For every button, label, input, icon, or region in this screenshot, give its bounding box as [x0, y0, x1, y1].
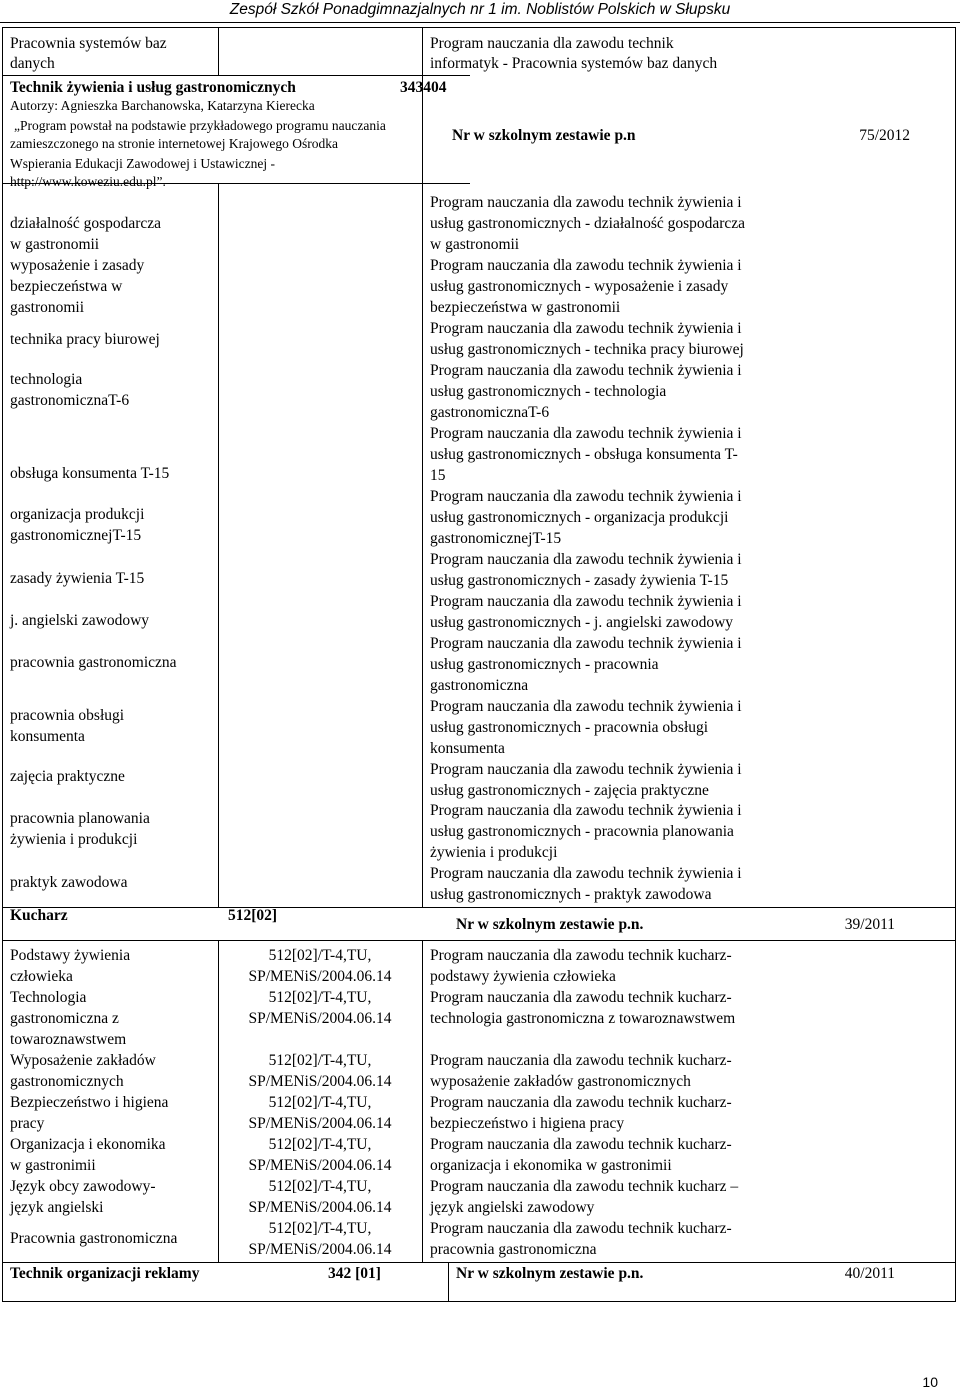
program-description: usług gastronomicznych - technika pracy biurowej — [430, 341, 744, 358]
cell-text: danych — [10, 55, 55, 72]
program-code: SP/MENiS/2004.06.14 — [248, 1010, 392, 1027]
nr-label: Nr w szkolnym zestawie p.n. — [456, 1265, 644, 1282]
program-code: SP/MENiS/2004.06.14 — [248, 1157, 392, 1174]
section-title: Technik organizacji reklamy — [10, 1265, 200, 1282]
program-description: usług gastronomicznych - pracownia — [430, 656, 659, 673]
source-note: Wspierania Edukacji Zawodowej i Ustawicznej - — [10, 156, 276, 171]
subject-name: Bezpieczeństwo i higiena — [10, 1094, 169, 1111]
section-code: 512[02] — [228, 907, 278, 924]
program-code: 512[02]/T-4,TU, — [268, 989, 372, 1006]
program-description: Program nauczania dla zawodu technik żywienia i — [430, 488, 742, 505]
subject-name: w gastronimii — [10, 1157, 96, 1174]
subject-name: zasady żywienia T-15 — [10, 570, 145, 587]
program-description: organizacja i ekonomika w gastronimii — [430, 1157, 672, 1174]
subject-name: organizacja produkcji — [10, 506, 145, 523]
section-code: 342 [01] — [328, 1265, 381, 1282]
column-divider — [422, 27, 423, 907]
subject-name: Język obcy zawodowy- — [10, 1178, 156, 1195]
program-description: usług gastronomicznych - zajęcia praktyczne — [430, 782, 709, 799]
subject-name: wyposażenie i zasady — [10, 257, 145, 274]
program-description: gastronomicznejT-15 — [430, 530, 562, 547]
program-description: Program nauczania dla zawodu technik żywienia i — [430, 551, 742, 568]
cell-text: informatyk - Pracownia systemów baz danych — [430, 55, 718, 72]
section-title: Kucharz — [10, 907, 68, 924]
section-code: 343404 — [400, 79, 447, 96]
page-number: 10 — [922, 1374, 938, 1390]
column-divider — [218, 27, 219, 75]
program-description: Program nauczania dla zawodu technik żywienia i — [430, 698, 742, 715]
subject-name: Podstawy żywienia — [10, 947, 131, 964]
nr-label: Nr w szkolnym zestawie p.n. — [456, 916, 644, 933]
subject-name: j. angielski zawodowy — [10, 612, 150, 629]
subject-name: gastronomicznejT-15 — [10, 527, 142, 544]
program-description: Program nauczania dla zawodu technik kucharz- — [430, 1136, 732, 1153]
source-note: http://www.koweziu.edu.pl”. — [10, 174, 166, 189]
subject-name: praktyk zawodowa — [10, 874, 128, 891]
program-code: 512[02]/T-4,TU, — [268, 1136, 372, 1153]
program-description: w gastronomii — [430, 236, 520, 253]
program-code: SP/MENiS/2004.06.14 — [248, 1241, 392, 1258]
subject-name: pracownia obsługi — [10, 707, 125, 724]
nr-value: 75/2012 — [859, 127, 910, 144]
program-description: Program nauczania dla zawodu technik żywienia i — [430, 635, 742, 652]
program-description: usług gastronomicznych - obsługa konsumenta T- — [430, 446, 738, 463]
program-description: usług gastronomicznych - technologia — [430, 383, 667, 400]
program-description: Program nauczania dla zawodu technik żywienia i — [430, 362, 742, 379]
program-description: podstawy żywienia człowieka — [430, 968, 616, 985]
program-description: Program nauczania dla zawodu technik żywienia i — [430, 761, 742, 778]
authors-line: Autorzy: Agnieszka Barchanowska, Katarzyna Kierecka — [10, 98, 315, 113]
program-description: bezpieczeństwo i higiena pracy — [430, 1115, 625, 1132]
program-description: pracownia gastronomiczna — [430, 1241, 597, 1258]
program-description: Program nauczania dla zawodu technik żywienia i — [430, 257, 742, 274]
program-description: Program nauczania dla zawodu technik kucharz- — [430, 947, 732, 964]
subject-name: towaroznawstwem — [10, 1031, 127, 1048]
nr-label: Nr w szkolnym zestawie p.n — [452, 127, 636, 144]
program-description: usług gastronomicznych - działalność gospodarcza — [430, 215, 746, 232]
subject-name: Pracownia gastronomiczna — [10, 1230, 178, 1247]
program-code: 512[02]/T-4,TU, — [268, 947, 372, 964]
program-description: Program nauczania dla zawodu technik żywienia i — [430, 320, 742, 337]
program-description: 15 — [430, 467, 446, 484]
section-divider — [2, 940, 956, 941]
program-description: język angielski zawodowy — [430, 1199, 595, 1216]
subject-name: gastronomicznych — [10, 1073, 124, 1090]
program-code: SP/MENiS/2004.06.14 — [248, 1199, 392, 1216]
subject-name: gastronomiczna z — [10, 1010, 119, 1027]
subject-name: zajęcia praktyczne — [10, 768, 125, 785]
program-description: Program nauczania dla zawodu technik żywienia i — [430, 802, 742, 819]
column-divider — [218, 183, 219, 907]
source-note: „Program powstał na podstawie przykładowego programu nauczania — [14, 118, 386, 133]
program-description: Program nauczania dla zawodu technik żywienia i — [430, 865, 742, 882]
subject-name: technika pracy biurowej — [10, 331, 160, 348]
program-description: Program nauczania dla zawodu technik żywienia i — [430, 425, 742, 442]
subject-name: gastronomii — [10, 299, 85, 316]
subject-name: żywienia i produkcji — [10, 831, 138, 848]
subject-name: pracownia planowania — [10, 810, 150, 827]
program-description: usług gastronomicznych - pracownia planowania — [430, 823, 734, 840]
program-description: usług gastronomicznych - pracownia obsługi — [430, 719, 709, 736]
program-description: technologia gastronomiczna z towaroznawstwem — [430, 1010, 736, 1027]
program-description: bezpieczeństwa w gastronomii — [430, 299, 621, 316]
program-code: SP/MENiS/2004.06.14 — [248, 968, 392, 985]
column-divider — [218, 940, 219, 1262]
program-description: gastronomicznaT-6 — [430, 404, 550, 421]
program-description: usług gastronomicznych - organizacja produkcji — [430, 509, 729, 526]
program-description: Program nauczania dla zawodu technik kucharz- — [430, 989, 732, 1006]
subject-name: Organizacja i ekonomika — [10, 1136, 166, 1153]
program-description: żywienia i produkcji — [430, 844, 558, 861]
subject-name: działalność gospodarcza — [10, 215, 162, 232]
subject-name: technologia — [10, 371, 83, 388]
program-code: 512[02]/T-4,TU, — [268, 1220, 372, 1237]
column-divider — [422, 940, 423, 1262]
subject-name: konsumenta — [10, 728, 85, 745]
program-description: Program nauczania dla zawodu technik żywienia i — [430, 593, 742, 610]
nr-value: 40/2011 — [844, 1265, 895, 1282]
header-rule — [0, 22, 960, 23]
program-description: usług gastronomicznych - wyposażenie i zasady — [430, 278, 729, 295]
program-description: Program nauczania dla zawodu technik kucharz- — [430, 1220, 732, 1237]
program-description: Program nauczania dla zawodu technik kucharz- — [430, 1094, 732, 1111]
program-description: Program nauczania dla zawodu technik kucharz – — [430, 1178, 739, 1195]
program-description: wyposażenie zakładów gastronomicznych — [430, 1073, 691, 1090]
subject-name: Technologia — [10, 989, 87, 1006]
subject-name: obsługa konsumenta T-15 — [10, 465, 170, 482]
program-description: konsumenta — [430, 740, 505, 757]
source-note: zamieszczonego na stronie internetowej Krajowego Ośrodka — [10, 136, 339, 151]
program-description: usług gastronomicznych - j. angielski zawodowy — [430, 614, 734, 631]
program-description: gastronomiczna — [430, 677, 529, 694]
program-description: usług gastronomicznych - zasady żywienia T-15 — [430, 572, 729, 589]
program-code: 512[02]/T-4,TU, — [268, 1178, 372, 1195]
subject-name: pracy — [10, 1115, 45, 1132]
program-code: SP/MENiS/2004.06.14 — [248, 1073, 392, 1090]
program-code: 512[02]/T-4,TU, — [268, 1094, 372, 1111]
subject-name: człowieka — [10, 968, 73, 985]
page-header: Zespół Szkół Ponadgimnazjalnych nr 1 im. Noblistów Polskich w Słupsku — [229, 1, 731, 18]
section-divider — [2, 907, 956, 908]
column-divider — [448, 1262, 449, 1301]
cell-text: Program nauczania dla zawodu technik — [430, 35, 674, 52]
cell-text: Pracownia systemów baz — [10, 35, 167, 52]
section-title: Technik żywienia i usług gastronomicznych — [10, 79, 296, 96]
program-description: usług gastronomicznych - praktyk zawodowa — [430, 886, 712, 903]
program-code: 512[02]/T-4,TU, — [268, 1052, 372, 1069]
subject-name: gastronomicznaT-6 — [10, 392, 130, 409]
program-code: SP/MENiS/2004.06.14 — [248, 1115, 392, 1132]
subject-name: w gastronomii — [10, 236, 100, 253]
program-description: Program nauczania dla zawodu technik kucharz- — [430, 1052, 732, 1069]
nr-value: 39/2011 — [844, 916, 895, 933]
subject-name: pracownia gastronomiczna — [10, 654, 177, 671]
program-description: Program nauczania dla zawodu technik żywienia i — [430, 194, 742, 211]
row-divider — [2, 75, 470, 76]
subject-name: język angielski — [10, 1199, 104, 1216]
subject-name: Wyposażenie zakładów — [10, 1052, 156, 1069]
subject-name: bezpieczeństwa w — [10, 278, 123, 295]
